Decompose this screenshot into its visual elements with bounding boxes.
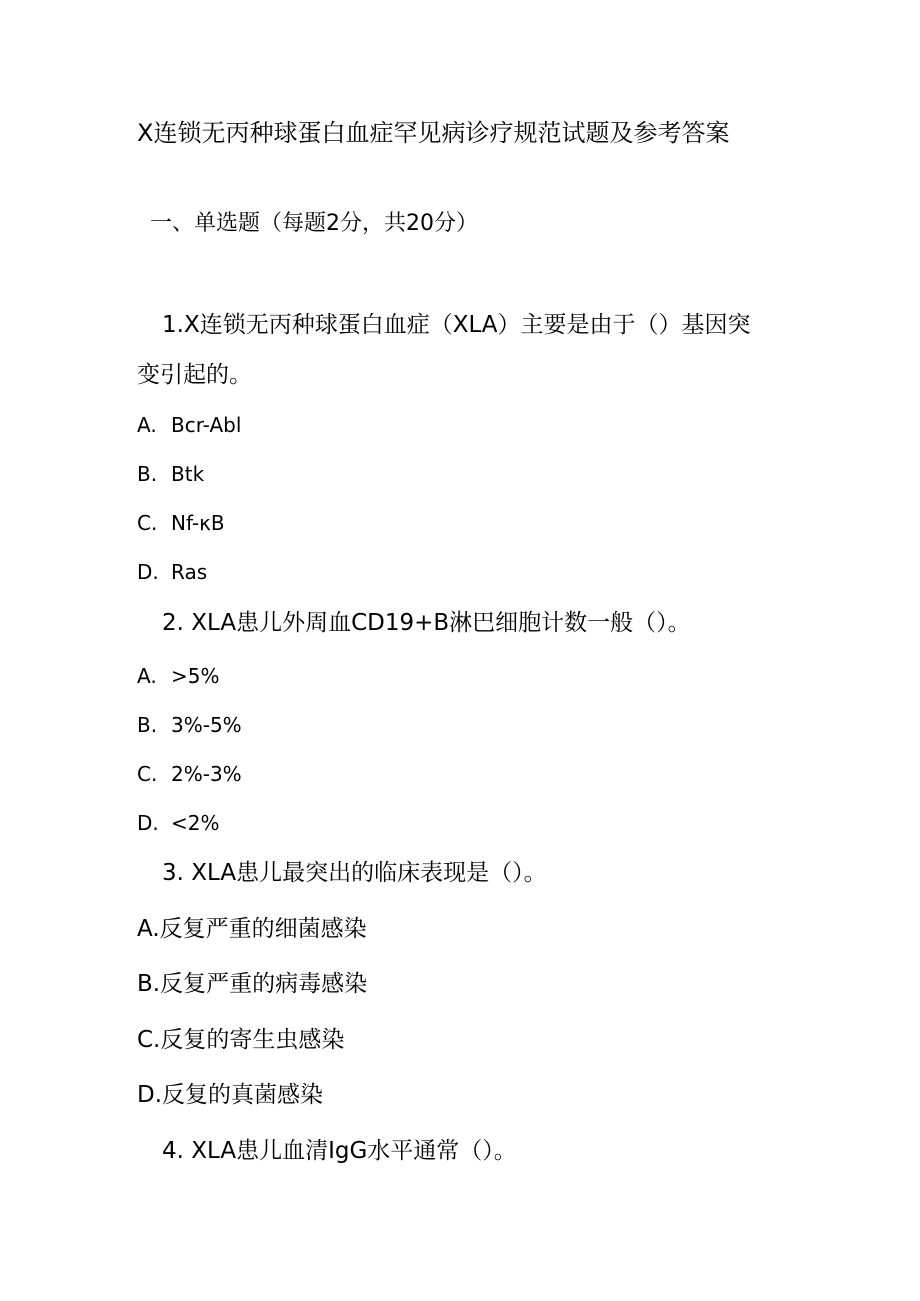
document-title: X连锁无丙种球蛋白血症罕见病诊疗规范试题及参考答案 bbox=[137, 119, 730, 147]
option-letter: C. bbox=[137, 762, 158, 786]
option-text: Btk bbox=[171, 462, 205, 486]
question-3-text: 3. XLA患儿最突出的临床表现是（）。 bbox=[162, 860, 547, 886]
question-1-text-line-2: 变引起的。 bbox=[137, 362, 252, 388]
option-text: 3%-5% bbox=[171, 713, 242, 737]
option-letter: D. bbox=[137, 560, 159, 584]
question-1-option-a bbox=[137, 415, 241, 435]
question-2-option-c bbox=[137, 764, 242, 784]
option-text: Ras bbox=[171, 560, 208, 584]
question-4-text: 4. XLA患儿血清IgG水平通常（）。 bbox=[162, 1138, 517, 1164]
question-1-option-d bbox=[137, 562, 207, 582]
question-1-text-line-1: 1.X连锁无丙种球蛋白血症（XLA）主要是由于（）基因突 bbox=[162, 312, 751, 338]
option-text: <2% bbox=[171, 811, 220, 835]
option-letter: A. bbox=[137, 664, 157, 688]
question-2-text: 2. XLA患儿外周血CD19+B淋巴细胞计数一般（）。 bbox=[162, 610, 691, 636]
option-letter: B. bbox=[137, 462, 158, 486]
option-letter: B. bbox=[137, 713, 158, 737]
question-3-option-a: A.反复严重的细菌感染 bbox=[137, 916, 367, 942]
option-letter: D. bbox=[137, 811, 159, 835]
question-3-option-b: B.反复严重的病毒感染 bbox=[137, 971, 368, 997]
question-2-option-d bbox=[137, 813, 220, 833]
option-letter: A. bbox=[137, 413, 157, 437]
option-text: 2%-3% bbox=[171, 762, 242, 786]
section-heading: 一、单选题（每题2分，共20分） bbox=[150, 211, 478, 236]
question-3-option-d: D.反复的真菌感染 bbox=[137, 1082, 324, 1108]
question-2-option-a bbox=[137, 666, 220, 686]
question-2-option-b bbox=[137, 715, 242, 735]
question-1-option-b bbox=[137, 464, 204, 484]
option-text: >5% bbox=[171, 664, 220, 688]
question-1-option-c bbox=[137, 513, 225, 533]
option-text: Nf-κB bbox=[171, 511, 225, 535]
option-letter: C. bbox=[137, 511, 158, 535]
option-text: Bcr-Abl bbox=[171, 413, 242, 437]
question-3-option-c: C.反复的寄生虫感染 bbox=[137, 1027, 345, 1053]
